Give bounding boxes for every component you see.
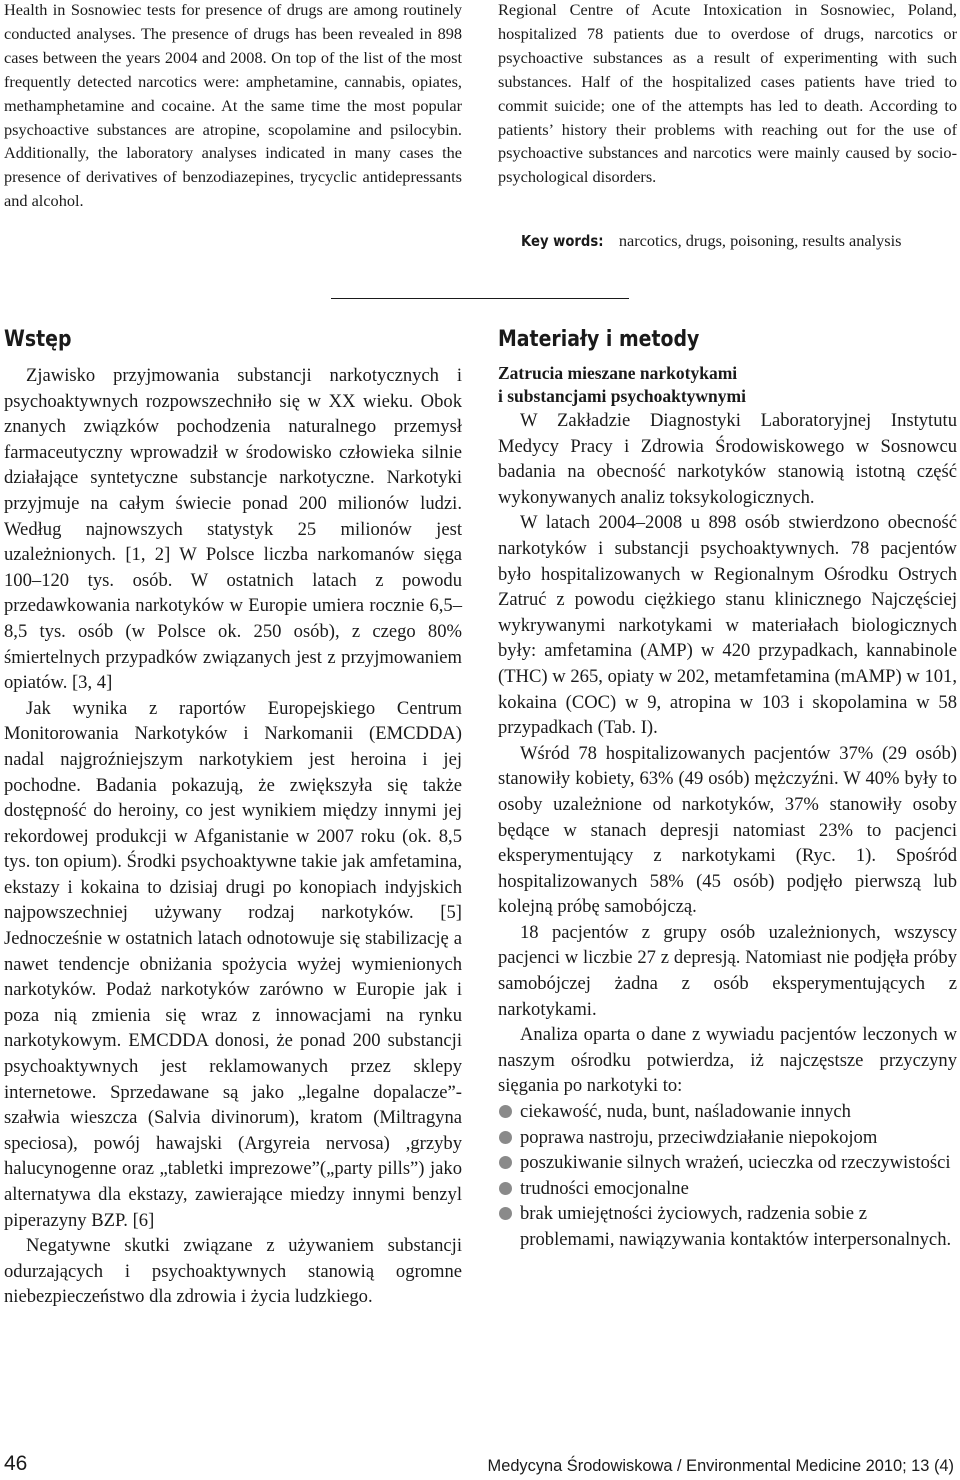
list-item xyxy=(498,1125,957,1151)
list-item-text: poszukiwanie silnych wrażeń, ucieczka od rzeczywistości xyxy=(520,1152,951,1174)
keywords-text: narcotics, drugs, poisoning, results analysis xyxy=(618,231,902,250)
abstract-left: Health in Sosnowiec tests for presence of drugs are among routinely conducted analyses. The presence of drugs has been revealed in 898 cases between the years 2004 and 2008. On top of the list of the most frequently detected narcotics were: amphetamine, cannabis, opiates, methamphetamine and cocaine. At the same time the most popular psychoactive substances are atropine, scopolamine and psilocybin. Additionally, the laboratory analyses indicated in many cases the presence of derivatives of benzodiazepines, trycyclic antidepressants and alcohol. xyxy=(4,0,462,211)
list-item xyxy=(498,1150,957,1176)
journal-citation: Medycyna Środowiskowa / Environmental Medicine 2010; 13 (4) xyxy=(487,1457,954,1475)
paragraph: Jak wynika z raportów Europejskiego Centrum Monitorowania Narkotyków i Narkomanii (EMCDDA) nadal najgroźniejszym narkotykiem jest heroina i jej pochodne. Badania pokazują, że zwiększyła się także dostępność do heroiny, co jest wynikiem między innymi jej rekordowej produkcji w Afganistanie w 2007 roku (ok. 8,5 tys. ton opium). Środki psychoaktywne takie jak amfetamina, ekstazy i kokaina to dzisiaj drugi po konopiach indyjskich najpowszechniej używany rodzaj narkotyków. [5] Jednocześnie w ostatnich latach odnotowuje się stabilizację a nawet tendencje obniżania spożycia wyżej wymienionych narkotyków. Podaż narkotyków zarówno w Europie jak i poza nią zmienia się wraz z innowacjami na rynku narkotykowym. EMCDDA donosi, że ponad 200 substancji psychoaktywnych jest reklamowanych przez sklepy internetowe. Sprzedawane są jako „legalne dopalacze”- szałwia wieszcza (Salvia divinorum), kratom (Miltragyna speciosa), powój hawajski (Argyreia nervosa) ,grzyby halucynogenne oraz „tabletki imprezowe”(„party pills”) jako alternatywa dla ekstazy, zawierające miedzy innymi benzyl piperazyny BZP. [6] xyxy=(4,697,462,1231)
bullet-icon xyxy=(499,1182,512,1195)
reasons-list xyxy=(498,1099,957,1253)
bullet-icon xyxy=(499,1105,512,1118)
paragraph: W Zakładzie Diagnostyki Laboratoryjnej Instytutu Medycy Pracy i Zdrowia Środowiskowego w Sosnowcu badania na obecność narkotyków stanowią istotną część wykonywanych analiz toksykologicznych. xyxy=(498,410,957,508)
keywords xyxy=(521,229,901,253)
list-item xyxy=(498,1201,957,1252)
paragraph: Negatywne skutki związane z używaniem substancji odurzających i psychoaktywnych stanowią ogromne niebezpieczeństwo dla zdrowia i życia ludzkiego. xyxy=(4,1235,462,1308)
left-column xyxy=(4,326,462,1310)
page-number: 46 xyxy=(4,1452,28,1475)
right-column xyxy=(498,326,957,1253)
paragraph: Analiza oparta o dane z wywiadu pacjentów leczonych w naszym ośrodku potwierdza, iż najczęstsze przyczyny sięgania po narkotyki to: xyxy=(498,1024,957,1097)
abstract-right: Regional Centre of Acute Intoxication in Sosnowiec, Poland, hospitalized 78 patients due to overdose of drugs, narcotics or psychoactive substances as a result of experimenting with such substances. Half of the hospitalized cases patients have tried to commit suicide; one of the attempts has led to death. According to patients’ history their problems with reaching out for the use of psychoactive substances and narcotics were mainly caused by socio-psychological disorders. xyxy=(498,0,957,187)
list-item-text: ciekawość, nuda, bunt, naśladowanie innych xyxy=(520,1101,851,1123)
subheading-line: i substancjami psychoaktywnymi xyxy=(498,386,746,406)
section-divider xyxy=(331,298,629,299)
bullet-icon xyxy=(499,1207,512,1220)
list-item-text: trudności emocjonalne xyxy=(520,1177,689,1199)
list-item xyxy=(498,1099,957,1125)
keywords-label: Key words: xyxy=(521,232,604,250)
paragraph: W latach 2004–2008 u 898 osób stwierdzono obecność narkotyków i substancji psychoaktywnych. 78 pacjentów było hospitalizowanych w Regionalnym Ośrodku Ostrych Zatruć z powodu ciężkiego stanu klinicznego Najczęściej wykrywanymi narkotykami w materiałach biologicznych były: amfetamina (AMP) w 420 przypadkach, kannabinole (THC) w 265, opiaty w 202, metamfetamina (mAMP) w 101, kokaina (COC) w 9, atropina w 103 i skopolamina w 58 przypadkach (Tab. I). xyxy=(498,512,957,739)
paragraph: Zjawisko przyjmowania substancji narkotycznych i psychoaktywnych rozpowszechniło się w XX wieku. Obok znanych związków pochodzenia naturalnego przemysł farmaceutyczny wprowadził w środowisko człowieka silnie działające syntetyczne substancje narkotyczne. Narkotyki przyjmuje na całym świecie ponad 200 milionów ludzi. Według najnowszych statystyk 25 milionów jest uzależnionych. [1, 2] W Polsce liczba narkomanów sięga 100–120 tys. osób. W ostatnich latach z powodu przedawkowania narkotyków w Europie umiera rocznie 6,5–8,5 tys. osób (w Polsce ok. 250 osób), z czego 80% śmiertelnych przypadków związanych jest z przyjmowaniem opiatów. [3, 4] xyxy=(4,365,462,694)
bullet-icon xyxy=(499,1131,512,1144)
list-item xyxy=(498,1176,957,1202)
list-item-text: poprawa nastroju, przeciwdziałanie niepokojom xyxy=(520,1126,878,1148)
subheading-line: Zatrucia mieszane narkotykami xyxy=(498,363,738,383)
subheading xyxy=(498,362,957,408)
list-item-text: brak umiejętności życiowych, radzenia sobie z problemami, nawiązywania kontaktów interpersonalnych. xyxy=(520,1203,952,1250)
section-heading-wstep: Wstęp xyxy=(4,326,72,352)
bullet-icon xyxy=(499,1156,512,1169)
paragraph: Wśród 78 hospitalizowanych pacjentów 37% (29 osób) stanowiły kobiety, 63% (49 osób) mężczyźni. W 40% były to osoby uzależnione od narkotyków, 37% stanowiły osoby będące w stanach depresji natomiast 23% to pacjenci eksperymentujący z narkotykami (Ryc. 1). Spośród hospitalizowanych 58% (45 osób) podjęło pierwszą lub kolejną próbę samobójczą. xyxy=(498,742,957,918)
paragraph: 18 pacjentów z grupy osób uzależnionych, wszyscy pacjenci w liczbie 27 z depresją. Natomiast nie podjęła próby samobójczej żadna z osób eksperymentujących z narkotykami. xyxy=(498,921,957,1020)
section-heading-materialy: Materiały i metody xyxy=(498,326,700,352)
